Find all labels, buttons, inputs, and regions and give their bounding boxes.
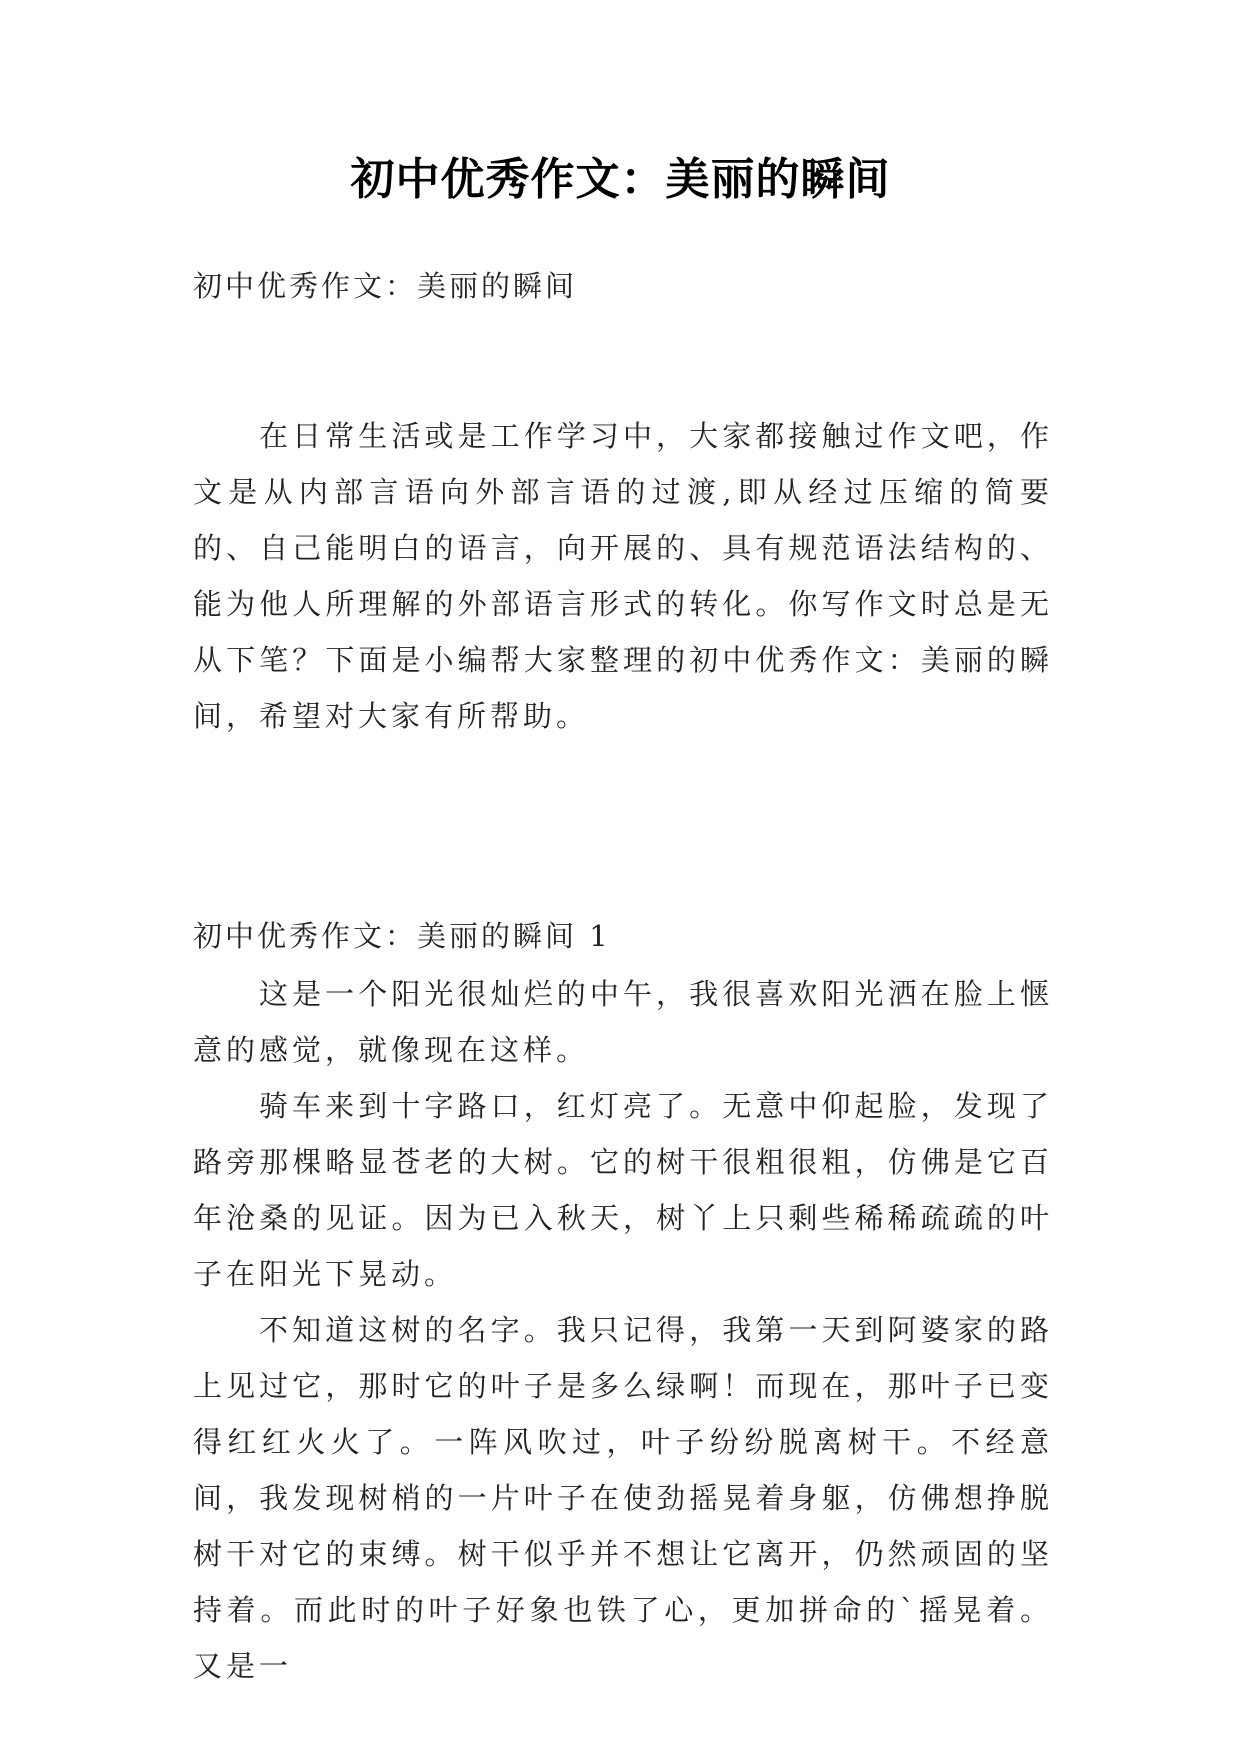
essay-paragraph-2: 骑车来到十字路口，红灯亮了。无意中仰起脸，发现了路旁那棵略显苍老的大树。它的树干很粗很粗，仿佛是它百年沧桑的见证。因为已入秋天，树丫上只剩些稀稀疏疏的叶子在阳光下晃动。 (193, 1089, 1053, 1291)
essay-paragraph-3: 不知道这树的名字。我只记得，我第一天到阿婆家的路上见过它，那时它的叶子是多么绿啊！而现在，那叶子已变得红红火火了。一阵风吹过，叶子纷纷脱离树干。不经意间，我发现树梢的一片叶子在使劲摇晃着身躯，仿佛想挣脱树干对它的束缚。树干似乎并不想让它离开，仍然顽固的坚持着。而此时的叶子好象也铁了心，更加拼命的`摇晃着。又是一 (193, 1313, 1053, 1683)
document-subtitle: 初中优秀作文：美丽的瞬间 (193, 269, 578, 303)
intro-paragraph: 在日常生活或是工作学习中，大家都接触过作文吧，作文是从内部言语向外部言语的过渡,即从经过压缩的简要的、自己能明白的语言，向开展的、具有规范语法结构的、能为他人所理解的外部语言形式的转化。你写作文时总是无从下笔？下面是小编帮大家整理的初中优秀作文：美丽的瞬间，希望对大家有所帮助。 (193, 419, 1053, 733)
section-heading: 初中优秀作文：美丽的瞬间 1 (193, 919, 611, 953)
essay-body (193, 966, 1053, 1694)
essay-paragraph-1: 这是一个阳光很灿烂的中午，我很喜欢阳光洒在脸上惬意的感觉，就像现在这样。 (193, 977, 1053, 1067)
document-title: 初中优秀作文：美丽的瞬间 (350, 154, 891, 205)
